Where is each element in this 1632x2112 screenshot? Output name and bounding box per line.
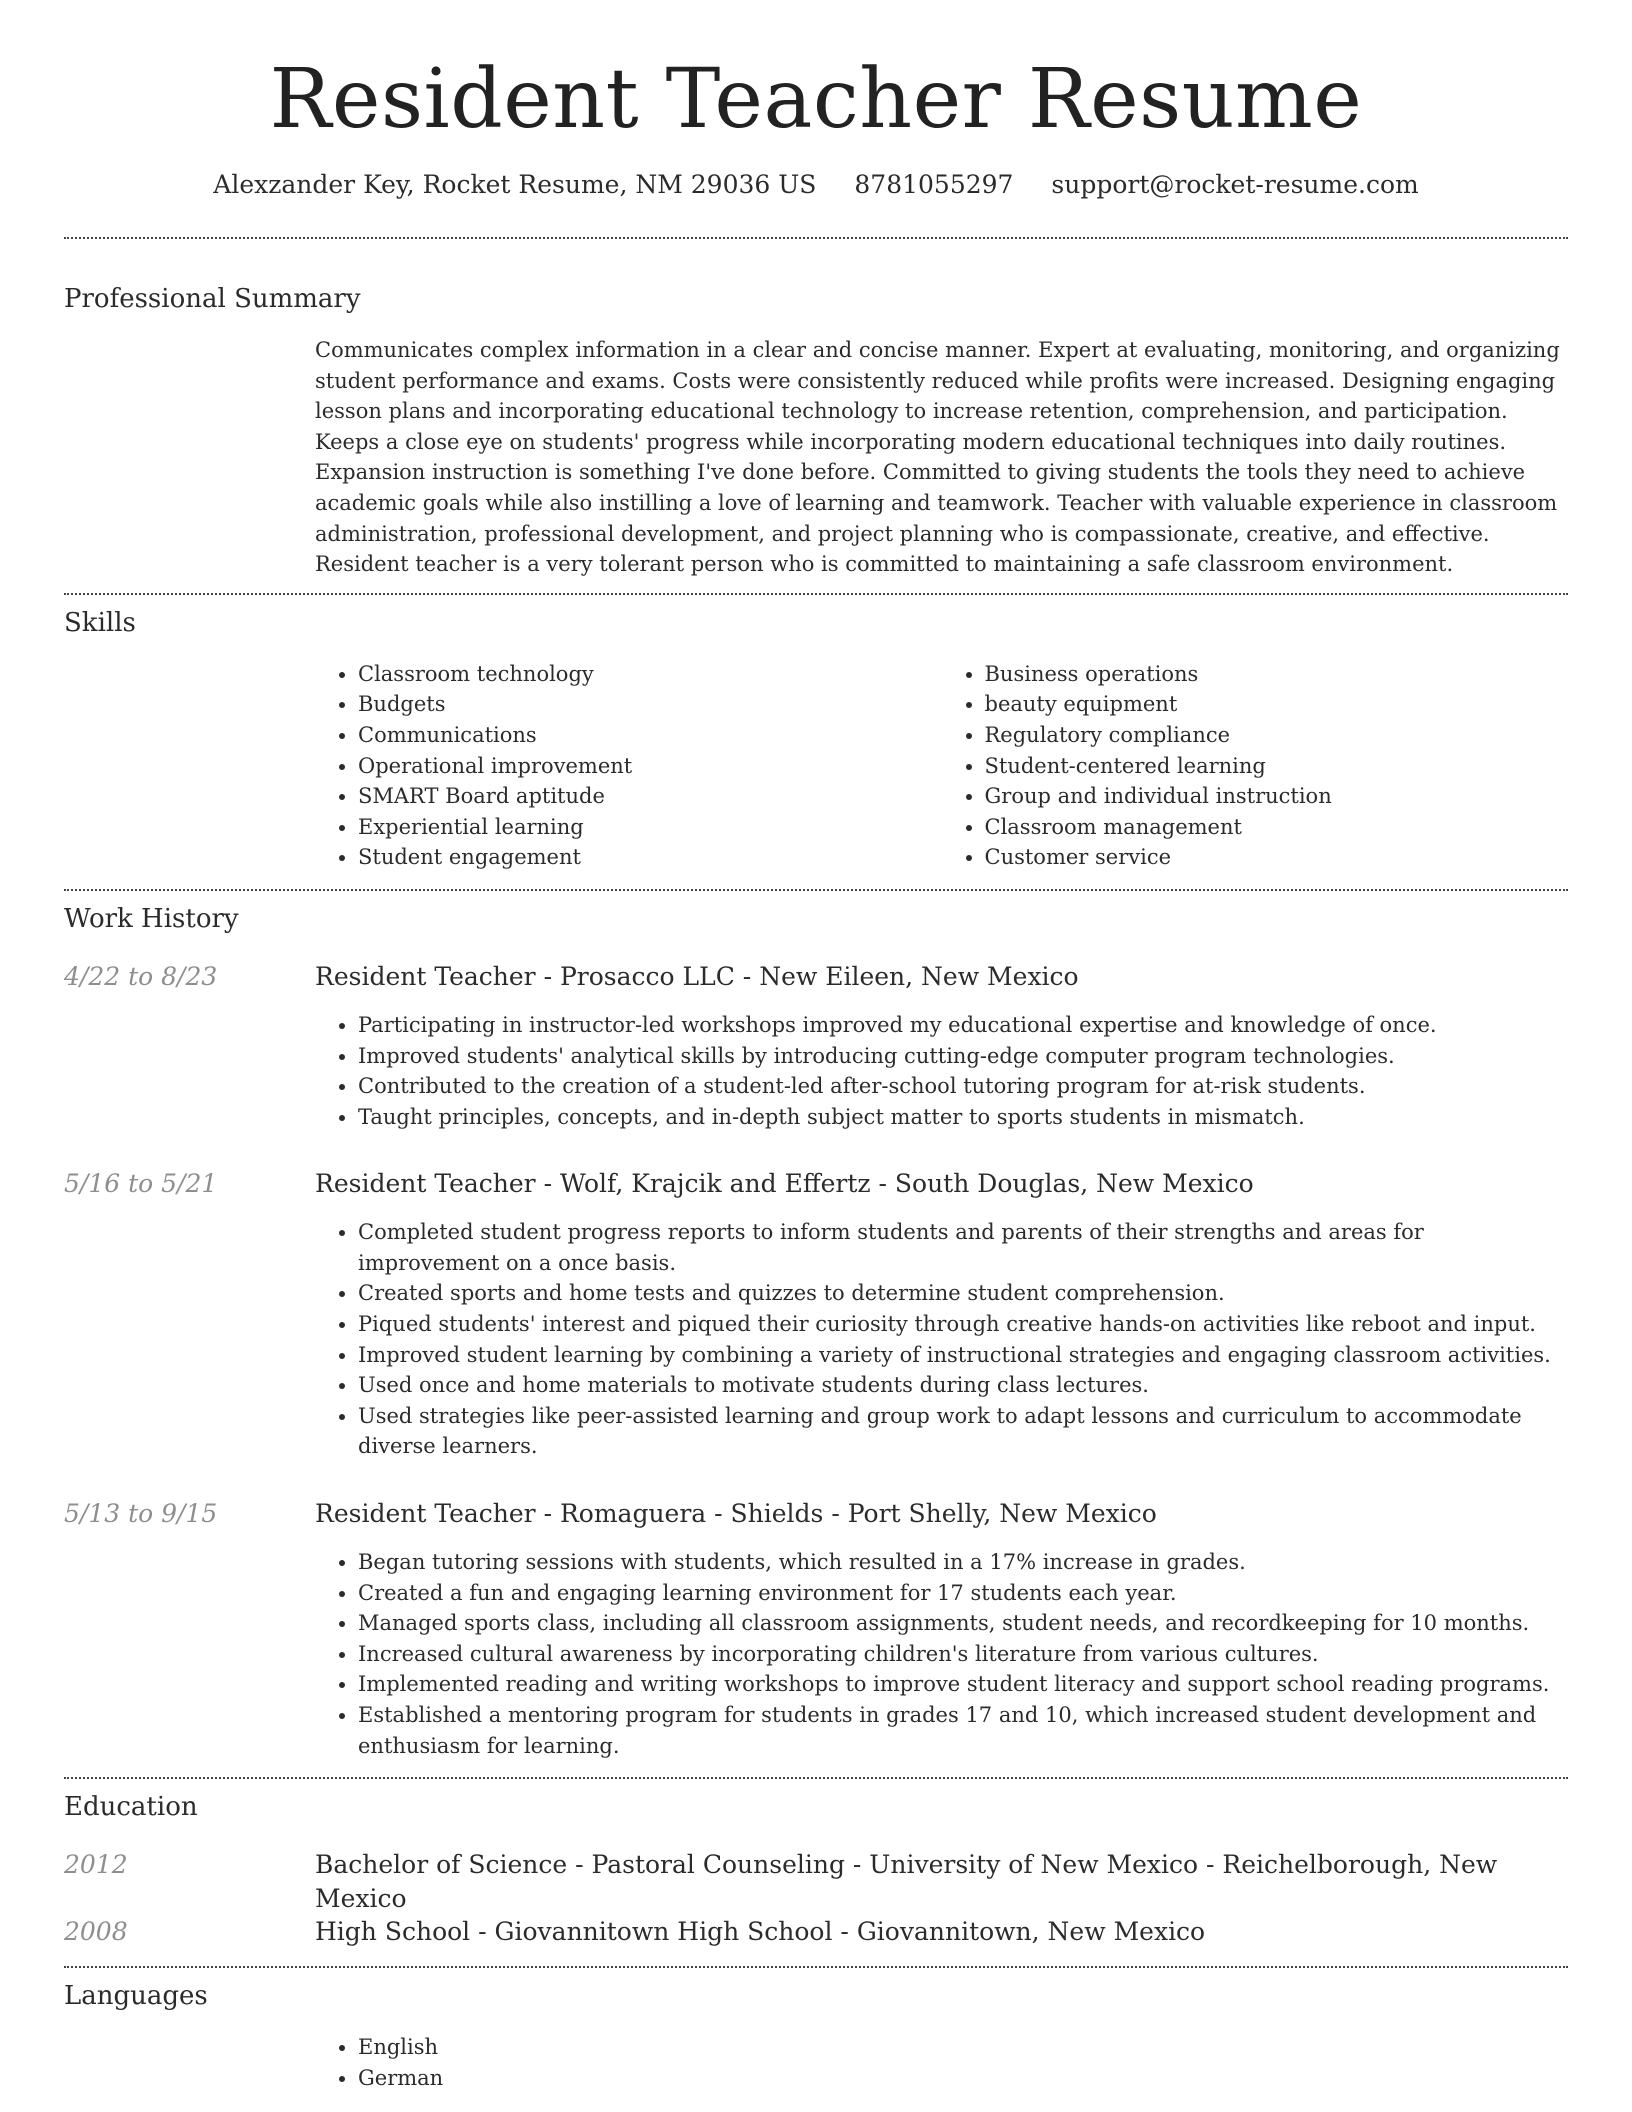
divider [64,1966,1568,1968]
skill-item: • beauty equipment [985,689,1569,720]
languages-list [315,2032,1568,2093]
divider [64,593,1568,595]
job-bullets [315,1217,1568,1462]
skills-grid [315,659,1568,873]
job-bullet: • Used strategies like peer-assisted learning and group work to adapt lessons and curriculum to accommodate diverse learners. [358,1401,1568,1462]
job-title: Resident Teacher - Wolf, Krajcik and Effertz - South Douglas, New Mexico [315,1169,1254,1199]
education-heading: Education [64,1792,198,1823]
job-title: Resident Teacher - Prosacco LLC - New Eileen, New Mexico [315,961,1079,991]
education-year: 2008 [64,1917,128,1947]
skill-item: • Customer service [985,842,1569,873]
summary-heading: Professional Summary [64,284,361,314]
contact-phone: 8781055297 [854,170,1014,199]
job-bullets [315,1547,1568,1761]
contact-email: support@rocket-resume.com [1051,170,1419,199]
skills-right-list [942,659,1569,873]
contact-line [64,168,1568,202]
job-bullet: • Created a fun and engaging learning environment for 17 students each year. [358,1578,1568,1609]
skill-item: • Operational improvement [358,751,942,782]
language-item: • German [358,2063,1568,2094]
divider [64,237,1568,239]
job-bullet: • Used once and home materials to motivate students during class lectures. [358,1370,1568,1401]
skill-item: • Student-centered learning [985,751,1569,782]
skills-left-list [315,659,942,873]
summary-text: Communicates complex information in a clear and concise manner. Expert at evaluating, monitoring, and organizing student performance and exams. Costs were consistently reduced while profits were increased. Designing engaging lesson plans and incorporating educational technology to increase retention, comprehension, and participation. Keeps a close eye on students' progress while incorporating modern educational techniques into daily routines. Expansion instruction is something I've done before. Committed to giving students the tools they need to achieve academic goals while also instilling a love of learning and teamwork. Teacher with valuable experience in classroom administration, professional development, and project planning who is compassionate, creative, and effective. Resident teacher is a very tolerant person who is committed to maintaining a safe classroom environment. [315,338,1560,577]
skill-item: • Classroom technology [358,659,942,690]
divider [64,1777,1568,1779]
job-bullet: • Established a mentoring program for students in grades 17 and 10, which increased student development and enthusiasm for learning. [358,1700,1568,1761]
skill-item: • Regulatory compliance [985,720,1569,751]
education-degree: Bachelor of Science - Pastoral Counseling - University of New Mexico - Reichelborough, New Mexico [315,1850,1498,1914]
job-bullets [315,1010,1568,1132]
skill-item: • Communications [358,720,942,751]
job-entry [64,960,1568,1132]
skill-item: • Classroom management [985,812,1569,843]
job-entry [64,1497,1568,1761]
job-date: 4/22 to 8/23 [64,961,218,991]
job-bullet: • Created sports and home tests and quizzes to determine student comprehension. [358,1278,1568,1309]
skills-heading: Skills [64,607,136,638]
contact-address: Alexzander Key, Rocket Resume, NM 29036 US [213,170,817,199]
job-bullet: • Contributed to the creation of a student-led after-school tutoring program for at-risk students. [358,1071,1568,1102]
skill-item: • Business operations [985,659,1569,690]
page-title: Resident Teacher Resume [269,52,1363,147]
job-bullet: • Increased cultural awareness by incorporating children's literature from various cultures. [358,1639,1568,1670]
job-bullet: • Improved students' analytical skills by introducing cutting-edge computer program technologies. [358,1041,1568,1072]
job-bullet: • Piqued students' interest and piqued their curiosity through creative hands-on activities like reboot and input. [358,1309,1568,1340]
job-bullet: • Managed sports class, including all classroom assignments, student needs, and recordkeeping for 10 months. [358,1608,1568,1639]
education-entry [64,1915,1568,1949]
skill-item: • Group and individual instruction [985,781,1569,812]
job-bullet: • Began tutoring sessions with students, which resulted in a 17% increase in grades. [358,1547,1568,1578]
education-year: 2012 [64,1850,128,1880]
job-bullet: • Taught principles, concepts, and in-depth subject matter to sports students in mismatch. [358,1102,1568,1133]
job-bullet: • Participating in instructor-led workshops improved my educational expertise and knowledge of once. [358,1010,1568,1041]
job-bullet: • Implemented reading and writing workshops to improve student literacy and support school reading programs. [358,1669,1568,1700]
job-title: Resident Teacher - Romaguera - Shields - Port Shelly, New Mexico [315,1499,1157,1529]
work-heading: Work History [64,903,239,934]
job-bullet: • Improved student learning by combining a variety of instructional strategies and engaging classroom activities. [358,1340,1568,1371]
education-entry [64,1848,1568,1914]
skill-item: • Experiential learning [358,812,942,843]
job-date: 5/13 to 9/15 [64,1499,218,1529]
skill-item: • SMART Board aptitude [358,781,942,812]
language-item: • English [358,2032,1568,2063]
job-entry [64,1167,1568,1462]
skill-item: • Student engagement [358,842,942,873]
divider [64,889,1568,891]
job-bullet: • Completed student progress reports to inform students and parents of their strengths and areas for improvement on a once basis. [358,1217,1568,1278]
languages-heading: Languages [64,1981,208,2012]
skill-item: • Budgets [358,689,942,720]
education-degree: High School - Giovannitown High School - Giovannitown, New Mexico [315,1917,1206,1947]
job-date: 5/16 to 5/21 [64,1169,218,1199]
resume-page [64,0,1568,2093]
